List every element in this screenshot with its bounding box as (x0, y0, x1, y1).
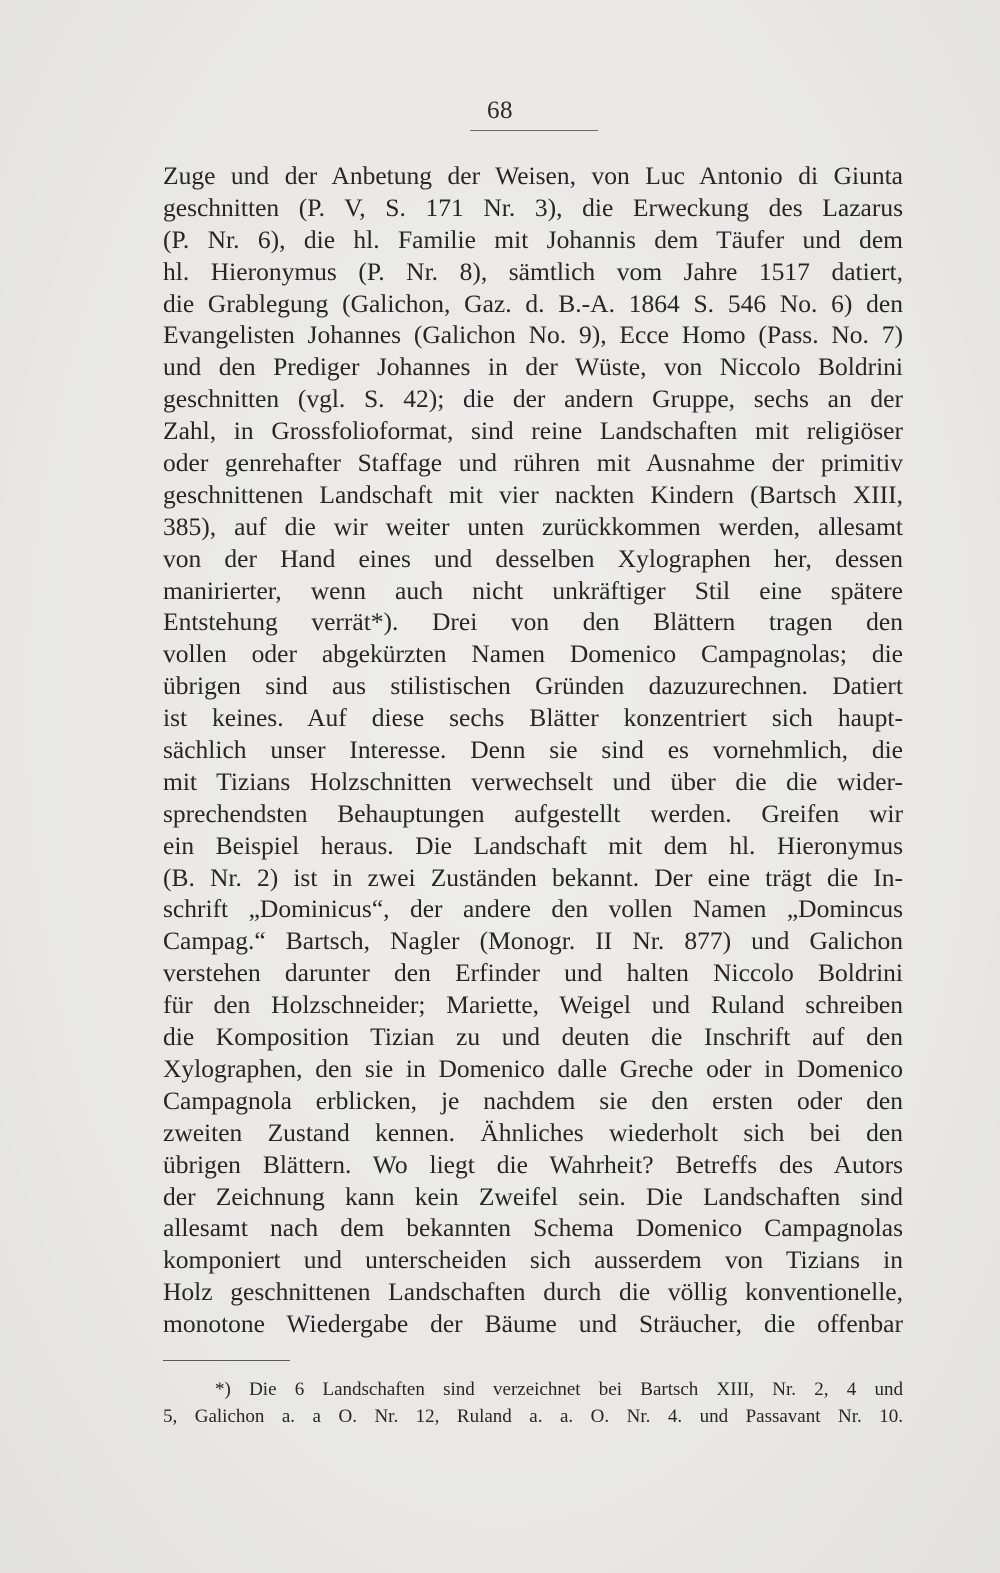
text-line: monotone Wiedergabe der Bäume und Sträucher, die offenbar (163, 1309, 903, 1339)
text-line: Holz geschnittenen Landschaften durch die völlig konventionelle, (163, 1277, 903, 1307)
text-line: für den Holzschneider; Mariette, Weigel und Ruland schreiben (163, 990, 903, 1020)
text-line: Zuge und der Anbetung der Weisen, von Luc Antonio di Giunta (163, 161, 903, 190)
text-line: vollen oder abgekürzten Namen Domenico Campagnolas; die (163, 639, 903, 669)
text-line: komponiert und unterscheiden sich ausserdem von Tizians in (163, 1245, 903, 1275)
text-line: ist keines. Auf diese sechs Blätter konzentriert sich haupt- (163, 703, 903, 733)
text-line: übrigen sind aus stilistischen Gründen dazuzurechnen. Datiert (163, 671, 903, 701)
text-line: ein Beispiel heraus. Die Landschaft mit dem hl. Hieronymus (163, 830, 903, 860)
text-line: und den Prediger Johannes in der Wüste, von Niccolo Boldrini (163, 352, 903, 382)
text-line: hl. Hieronymus (P. Nr. 8), sämtlich vom Jahre 1517 datiert, (163, 256, 903, 286)
text-line: Evangelisten Johannes (Galichon No. 9), Ecce Homo (Pass. No. 7) (163, 320, 903, 350)
text-line: schrift „Dominicus“, der andere den vollen Namen „Domincus (163, 894, 903, 924)
text-line: von der Hand eines und desselben Xylographen her, dessen (163, 543, 903, 573)
text-line: Zahl, in Grossfolioformat, sind reine Landschaften mit religiöser (163, 416, 903, 446)
body-text (163, 160, 903, 1340)
footnote-line: 5, Galichon a. a O. Nr. 12, Ruland a. a. O. Nr. 4. und Passavant Nr. 10. (163, 1406, 903, 1427)
text-line: übrigen Blättern. Wo liegt die Wahrheit? Betreffs des Autors (163, 1149, 903, 1179)
text-line: zweiten Zustand kennen. Ähnliches wiederholt sich bei den (163, 1117, 903, 1147)
text-line: Campagnola erblicken, je nachdem sie den ersten oder den (163, 1085, 903, 1115)
text-line: verstehen darunter den Erfinder und halten Niccolo Boldrini (163, 958, 903, 988)
text-line: allesamt nach dem bekannten Schema Domenico Campagnolas (163, 1213, 903, 1243)
text-line: (B. Nr. 2) ist in zwei Zuständen bekannt. Der eine trägt die In- (163, 862, 903, 892)
text-line: sächlich unser Interesse. Denn sie sind es vornehmlich, die (163, 735, 903, 765)
text-line: der Zeichnung kann kein Zweifel sein. Die Landschaften sind (163, 1181, 903, 1211)
text-line: die Grablegung (Galichon, Gaz. d. B.-A. 1864 S. 546 No. 6) den (163, 288, 903, 318)
text-line: manirierter, wenn auch nicht unkräftiger Stil eine spätere (163, 575, 903, 605)
text-line: die Komposition Tizian zu und deuten die Inschrift auf den (163, 1022, 903, 1052)
text-line: geschnittenen Landschaft mit vier nackten Kindern (Bartsch XIII, (163, 479, 903, 509)
text-line: mit Tizians Holzschnitten verwechselt und über die die wider- (163, 766, 903, 796)
text-line: geschnitten (vgl. S. 42); die der andern Gruppe, sechs an der (163, 384, 903, 414)
text-line: (P. Nr. 6), die hl. Familie mit Johannis dem Täufer und dem (163, 224, 903, 254)
text-line: Entstehung verrät*). Drei von den Blättern tragen den (163, 607, 903, 637)
footnote (163, 1376, 903, 1430)
footnote-line: *) Die 6 Landschaften sind verzeichnet bei Bartsch XIII, Nr. 2, 4 und (215, 1379, 903, 1400)
page-number-rule (470, 130, 598, 131)
text-line: geschnitten (P. V, S. 171 Nr. 3), die Erweckung des Lazarus (163, 192, 903, 222)
text-line: Campag.“ Bartsch, Nagler (Monogr. II Nr. 877) und Galichon (163, 926, 903, 956)
text-line: oder genrehafter Staffage und rühren mit Ausnahme der primitiv (163, 448, 903, 478)
text-line: Xylographen, den sie in Domenico dalle Greche oder in Domenico (163, 1053, 903, 1083)
text-line: sprechendsten Behauptungen aufgestellt werden. Greifen wir (163, 798, 903, 828)
text-line: 385), auf die wir weiter unten zurückkommen werden, allesamt (163, 511, 903, 541)
page-number: 68 (487, 97, 513, 124)
footnote-rule (163, 1360, 290, 1361)
